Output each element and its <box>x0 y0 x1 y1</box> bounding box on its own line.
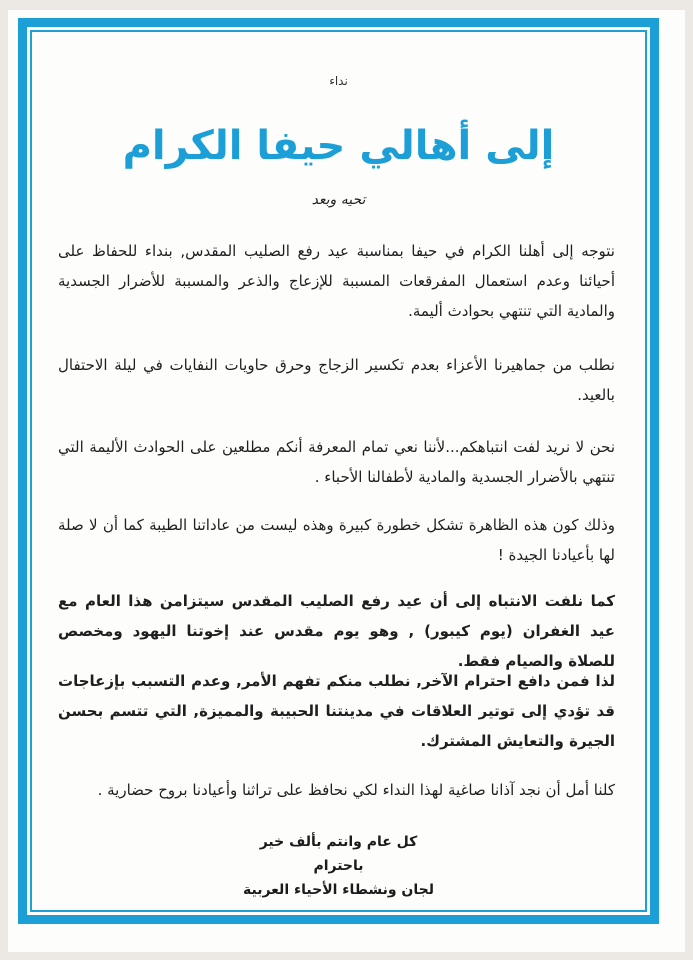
flyer-title: إلى أهالي حيفا الكرام <box>122 123 555 169</box>
paragraph-hope: كلنا أمل أن نجد آذانا صاغية لهذا النداء لكي نحافظ على تراثنا وأعيادنا بروح حضارية . <box>97 781 615 799</box>
paragraph-appeal: نتوجه إلى أهلنا الكرام في حيفا بمناسبة عيد رفع الصليب المقدس, بنداء للحفاظ على أحيائنا وعدم استعمال المفرقعات المسببة للإزعاج والذعر والمسببة للأضرار الجسدية والمادية التي تنتهي بحوادث أليمة. <box>58 242 615 320</box>
closing-wish: كل عام وانتم بألف خير <box>259 834 418 850</box>
paragraph-danger: وذلك كون هذه الظاهرة تشكل خطورة كبيرة وهذه ليست من عاداتنا الطيبة كما أن لا صلة لها بأعيادنا الجيدة ! <box>58 516 615 564</box>
closing-regards: باحترام <box>313 858 364 874</box>
paragraph-respect: لذا فمن دافع احترام الآخر, نطلب منكم تفهم الأمر, وعدم التسبب بإزعاجات قد تؤدي إلى توتير العلاقات في مدينتنا الحبيبة والمميزة, التي تتسم بحسن الجيرة والتعايش المشترك. <box>58 672 615 750</box>
paragraph-awareness: نحن لا نريد لفت انتباهكم...لأننا نعي تمام المعرفة أنكم مطلعين على الحوادث الأليمة التي تنتهي بالأضرار الجسدية والمادية لأطفالنا الأحباء . <box>58 438 615 486</box>
closing-signature <box>40 830 637 902</box>
flyer-label: نداء <box>329 74 348 88</box>
greeting: تحيه وبعد <box>311 192 366 208</box>
paragraph-request: نطلب من جماهيرنا الأعزاء بعدم تكسير الزجاج وحرق حاويات النفايات في ليلة الاحتفال بالعيد. <box>58 356 615 404</box>
flyer-content <box>40 40 637 902</box>
closing-signatory: لجان ونشطاء الأحياء العربية <box>242 882 434 898</box>
paragraph-yom-kippur: كما نلفت الانتباه إلى أن عيد رفع الصليب المقدس سيتزامن هذا العام مع عيد الغفران (يوم كيبور) , وهو يوم مقدس عند إخوتنا اليهود ومخصص للصلاة والصيام فقط. <box>58 592 615 670</box>
